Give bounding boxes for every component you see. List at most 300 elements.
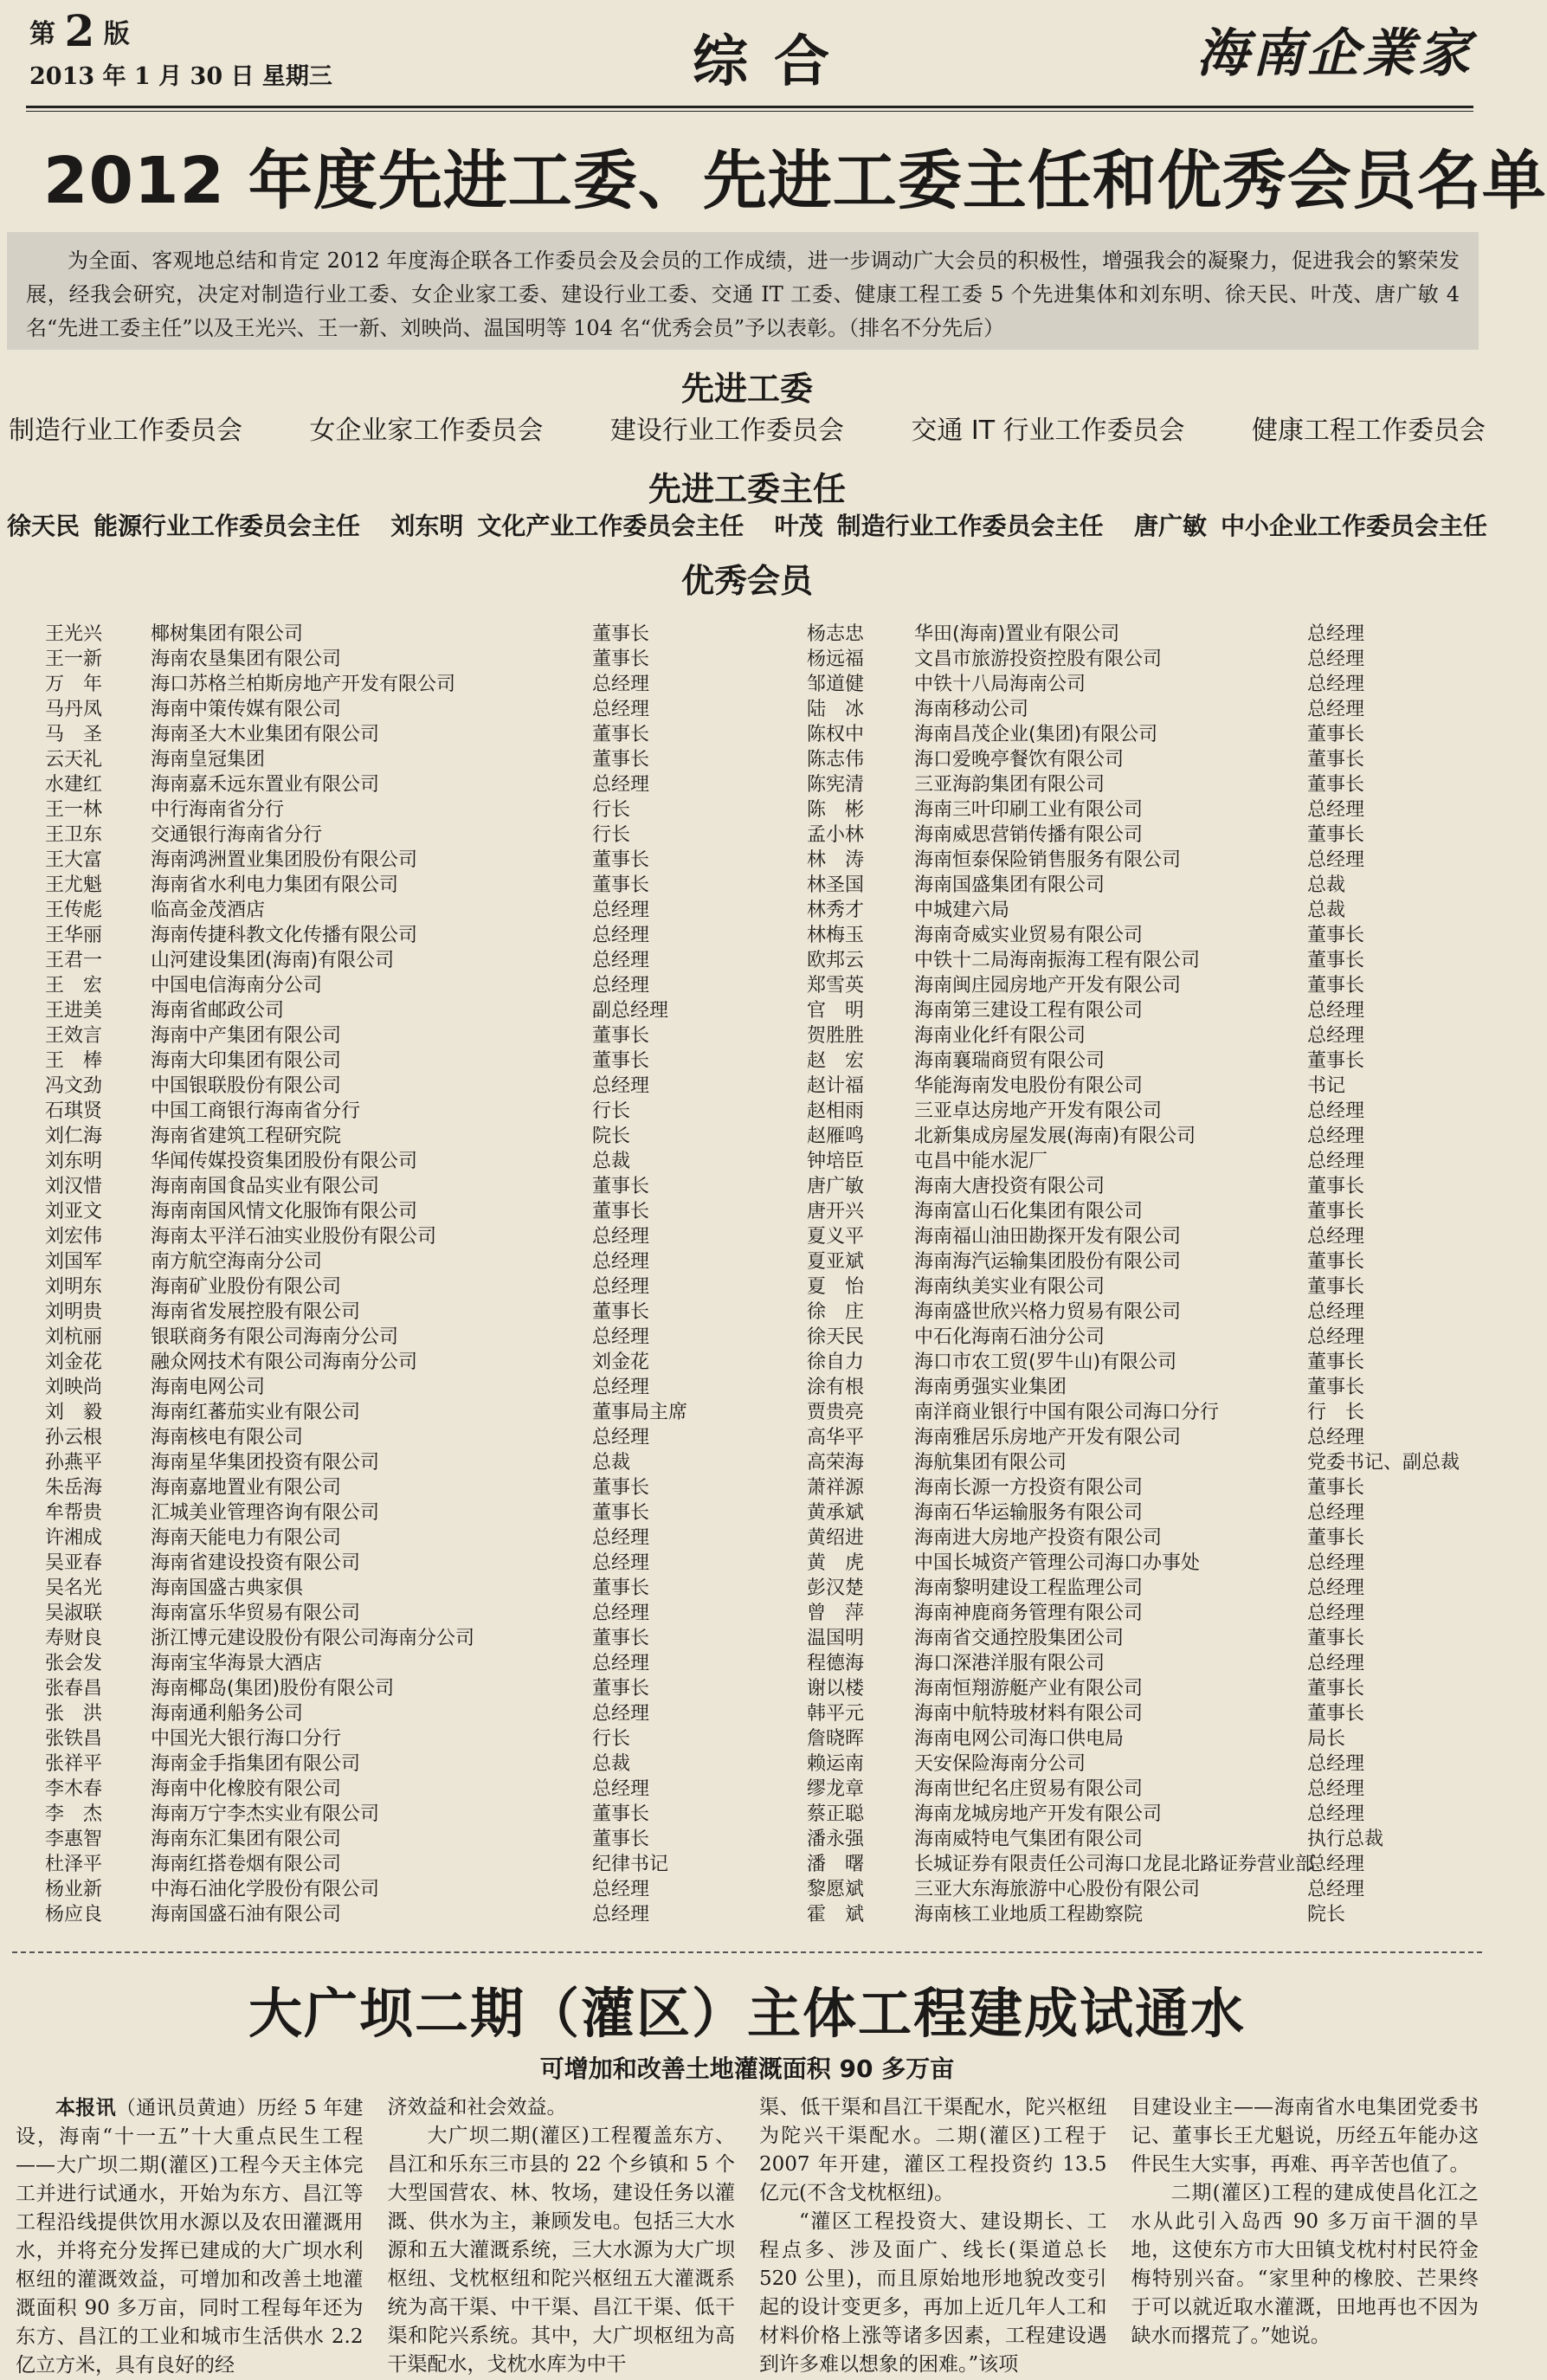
member-company: 海南电网公司 xyxy=(151,1377,266,1398)
member-name: 黄 虎 xyxy=(807,1552,865,1574)
member-company: 三亚海韵集团有限公司 xyxy=(914,774,1105,796)
member-company: 海南襄瑞商贸有限公司 xyxy=(914,1050,1105,1072)
member-title: 董事长 xyxy=(592,724,650,745)
member-title: 董事长 xyxy=(1307,1251,1365,1273)
member-title: 总经理 xyxy=(1307,1552,1365,1574)
adv-committees-title: 先进工委 xyxy=(680,370,813,408)
member-company: 海南国盛古典家俱 xyxy=(151,1577,304,1599)
member-company: 海南黎明建设工程监理公司 xyxy=(914,1577,1144,1599)
member-company: 海南移动公司 xyxy=(914,699,1029,720)
member-name: 赵相雨 xyxy=(807,1100,865,1122)
member-title: 董事长 xyxy=(1307,1678,1365,1700)
member-name: 缪龙章 xyxy=(807,1778,865,1800)
section-divider xyxy=(12,1951,1482,1953)
intro-paragraph: 为全面、客观地总结和肯定 2012 年度海企联各工作委员会及会员的工作成绩，进一步调动广大会员的积极性，增强我会的凝聚力，促进我会的繁荣发展，经我会研究，决定对制造行业工委、女企业家工委、建设行业工委、交通 IT 工委、健康工程工委 5 个先进集体和刘东明、徐天民、叶茂、唐广敏 4 名“先进工委主任”以及王光兴、王一新、刘映尚、温国明等 104 名“优秀会员”予以表彰。（排名不分先后） xyxy=(7,232,1479,350)
member-title: 董事长 xyxy=(1307,1276,1365,1298)
member-name: 霍 斌 xyxy=(807,1904,865,1925)
member-company: 海南南国食品实业有限公司 xyxy=(151,1176,380,1197)
member-company: 海南福山油田勘探开发有限公司 xyxy=(914,1226,1182,1248)
member-name: 张会发 xyxy=(45,1653,103,1674)
member-title: 董事长 xyxy=(1307,749,1365,771)
member-title: 总经理 xyxy=(592,1226,650,1248)
member-company: 海南大印集团有限公司 xyxy=(151,1050,342,1072)
member-title: 董事长 xyxy=(592,1803,650,1825)
member-company: 海南核工业地质工程勘察院 xyxy=(914,1904,1144,1925)
member-title: 董事长 xyxy=(592,1025,650,1047)
member-title: 董事长 xyxy=(1307,1176,1365,1197)
member-name: 王光兴 xyxy=(45,623,103,645)
member-name: 王效言 xyxy=(45,1025,103,1047)
member-company: 海南世纪名庄贸易有限公司 xyxy=(914,1778,1144,1800)
member-name: 官 明 xyxy=(807,1000,865,1022)
member-title: 总经理 xyxy=(592,1552,650,1574)
member-company: 文昌市旅游投资控股有限公司 xyxy=(914,648,1163,670)
member-company: 浙江博元建设股份有限公司海南分公司 xyxy=(151,1628,475,1649)
member-title: 董事长 xyxy=(592,648,650,670)
story-body xyxy=(16,2093,1479,2377)
member-name: 寿财良 xyxy=(45,1628,103,1649)
member-company: 海南雅居乐房地产开发有限公司 xyxy=(914,1427,1182,1448)
member-company: 海南南国风情文化服饰有限公司 xyxy=(151,1201,418,1222)
page-headline: 2012 年度先进工委、先进工委主任和优秀会员名单 xyxy=(43,144,1547,218)
member-title: 总经理 xyxy=(592,699,650,720)
member-title: 总经理 xyxy=(592,1653,650,1674)
member-name: 彭汉楚 xyxy=(807,1577,865,1599)
director-item: 唐广敏 中小企业工作委员会主任 xyxy=(1133,512,1487,540)
member-company: 海南核电有限公司 xyxy=(151,1427,304,1448)
member-title: 董事长 xyxy=(592,1050,650,1072)
member-title: 董事长 xyxy=(1307,1377,1365,1398)
member-name: 王进美 xyxy=(45,1000,103,1022)
member-title: 董事长 xyxy=(592,1678,650,1700)
member-name: 王传彪 xyxy=(45,900,103,921)
member-company: 银联商务有限公司海南分公司 xyxy=(151,1326,399,1348)
member-name: 蔡正聪 xyxy=(807,1803,865,1825)
member-title: 总经理 xyxy=(1307,1753,1365,1775)
member-name: 萧祥源 xyxy=(807,1477,865,1499)
member-company: 融众网技术有限公司海南分公司 xyxy=(151,1351,418,1373)
director-item: 叶茂 制造行业工作委员会主任 xyxy=(774,512,1104,540)
member-company: 海南进大房地产投资有限公司 xyxy=(914,1527,1163,1549)
member-title: 总经理 xyxy=(592,950,650,971)
member-company: 汇城美业管理咨询有限公司 xyxy=(151,1502,380,1524)
member-name: 涂有根 xyxy=(807,1377,865,1398)
member-title: 董事长 xyxy=(1307,975,1365,997)
member-title: 总裁 xyxy=(1307,874,1346,896)
member-name: 刘汉惜 xyxy=(45,1176,103,1197)
member-title: 总经理 xyxy=(592,1527,650,1549)
member-name: 徐 庄 xyxy=(807,1301,865,1323)
member-title: 总裁 xyxy=(592,1753,631,1775)
member-company: 海南威特电气集团有限公司 xyxy=(914,1829,1144,1850)
member-company: 海南电网公司海口供电局 xyxy=(914,1728,1125,1750)
member-name: 杨志忠 xyxy=(807,623,865,645)
member-name: 张祥平 xyxy=(45,1753,103,1775)
edition-label: 第 2 版 xyxy=(29,5,130,56)
member-name: 温国明 xyxy=(807,1628,865,1649)
member-title: 行长 xyxy=(592,1728,631,1750)
member-name: 林梅玉 xyxy=(807,925,865,946)
member-title: 董事长 xyxy=(592,1577,650,1599)
member-name: 唐广敏 xyxy=(807,1176,865,1197)
member-company: 三亚大东海旅游中心股份有限公司 xyxy=(914,1879,1201,1900)
member-title: 行长 xyxy=(592,1100,631,1122)
member-company: 海南传捷科教文化传播有限公司 xyxy=(151,925,418,946)
member-company: 海南农垦集团有限公司 xyxy=(151,648,342,670)
member-name: 水建红 xyxy=(45,774,103,796)
member-company: 海南天能电力有限公司 xyxy=(151,1527,342,1549)
member-company: 海南威思营销传播有限公司 xyxy=(914,824,1144,846)
member-company: 中城建六局 xyxy=(914,900,1010,921)
member-title: 总经理 xyxy=(592,1778,650,1800)
member-title: 董事长 xyxy=(1307,1527,1365,1549)
member-name: 曾 萍 xyxy=(807,1603,865,1624)
member-name: 王一林 xyxy=(45,799,103,821)
member-title: 总经理 xyxy=(1307,1879,1365,1900)
member-company: 山河建设集团(海南)有限公司 xyxy=(151,950,395,971)
member-title: 总经理 xyxy=(592,1703,650,1725)
member-title: 行长 xyxy=(592,799,631,821)
member-company: 中铁十二局海南振海工程有限公司 xyxy=(914,950,1201,971)
member-name: 夏义平 xyxy=(807,1226,865,1248)
member-title: 总经理 xyxy=(1307,1226,1365,1248)
member-company: 海南勇强实业集团 xyxy=(914,1377,1067,1398)
member-title: 董事长 xyxy=(592,849,650,871)
member-company: 海南矿业股份有限公司 xyxy=(151,1276,342,1298)
member-title: 总经理 xyxy=(1307,1427,1365,1448)
member-name: 刘仁海 xyxy=(45,1126,103,1147)
story-subhead: 可增加和改善土地灌溉面积 90 多万亩 xyxy=(539,2054,955,2083)
story-column xyxy=(16,2093,364,2377)
member-title: 总经理 xyxy=(1307,674,1365,695)
member-name: 孙云根 xyxy=(45,1427,103,1448)
member-company: 海南纨美实业有限公司 xyxy=(914,1276,1105,1298)
member-name: 刘金花 xyxy=(45,1351,103,1373)
member-company: 海南椰岛(集团)股份有限公司 xyxy=(151,1678,395,1700)
member-title: 董事长 xyxy=(1307,950,1365,971)
member-company: 中国工商银行海南省分行 xyxy=(151,1100,361,1122)
member-title: 总经理 xyxy=(1307,1151,1365,1172)
member-company: 海口深港洋服有限公司 xyxy=(914,1653,1105,1674)
masthead xyxy=(0,0,1494,126)
member-name: 王尤魁 xyxy=(45,874,103,896)
story-column xyxy=(1131,2093,1479,2364)
adv-directors-title: 先进工委主任 xyxy=(648,470,846,508)
member-company: 中国电信海南分公司 xyxy=(151,975,323,997)
member-title: 董事长 xyxy=(1307,1050,1365,1072)
member-company: 海南中化橡胶有限公司 xyxy=(151,1778,342,1800)
member-company: 海南红搭卷烟有限公司 xyxy=(151,1854,342,1875)
member-company: 华田(海南)置业有限公司 xyxy=(914,623,1120,645)
members-title: 优秀会员 xyxy=(680,562,813,600)
committee-item: 健康工程工作委员会 xyxy=(1252,416,1486,446)
member-name: 李惠智 xyxy=(45,1829,103,1850)
member-title: 董事长 xyxy=(1307,774,1365,796)
story-paragraph: 大广坝二期(灌区)工程覆盖东方、昌江和乐东三市县的 22 个乡镇和 5 个大型国营农、林、牧场，建设任务以灌溉、供水为主，兼顾发电。包括三大水源和五大灌溉系统，三大水源为大广坝枢纽、戈枕枢纽和陀兴枢纽五大灌溉系统为高干渠、中干渠、昌江干渠、低干渠和陀兴系统。其中，大广坝枢纽为高干渠配水，戈枕水库为中干 xyxy=(387,2125,735,2376)
member-title: 董事长 xyxy=(592,874,650,896)
member-title: 党委书记、副总裁 xyxy=(1307,1452,1460,1474)
committee-item: 制造行业工作委员会 xyxy=(9,416,242,446)
member-title: 董事长 xyxy=(592,749,650,771)
member-name: 徐天民 xyxy=(807,1326,865,1348)
member-title: 总经理 xyxy=(592,975,650,997)
member-title: 行长 xyxy=(592,824,631,846)
member-title: 董事长 xyxy=(592,1201,650,1222)
member-name: 吴淑联 xyxy=(45,1603,103,1624)
member-title: 副总经理 xyxy=(592,1000,669,1022)
member-name: 赖运南 xyxy=(807,1753,865,1775)
member-name: 陈 彬 xyxy=(807,799,865,821)
paper-logo: 海南企業家 xyxy=(1196,23,1473,84)
member-company: 海南宝华海景大酒店 xyxy=(151,1653,323,1674)
section-name: 综合 xyxy=(693,29,855,94)
member-name: 张 洪 xyxy=(45,1703,103,1725)
member-title: 总经理 xyxy=(1307,849,1365,871)
member-name: 刘杭丽 xyxy=(45,1326,103,1348)
member-company: 海南金手指集团有限公司 xyxy=(151,1753,361,1775)
member-title: 总经理 xyxy=(1307,1603,1365,1624)
member-title: 总经理 xyxy=(1307,1326,1365,1348)
member-title: 董事长 xyxy=(592,1301,650,1323)
member-company: 海南龙城房地产开发有限公司 xyxy=(914,1803,1163,1825)
member-company: 海南盛世欣兴格力贸易有限公司 xyxy=(914,1301,1182,1323)
member-name: 冯文劲 xyxy=(45,1075,103,1097)
member-title: 院长 xyxy=(1307,1904,1346,1925)
member-title: 总经理 xyxy=(592,1427,650,1448)
member-title: 董事长 xyxy=(592,623,650,645)
member-name: 陆 冰 xyxy=(807,699,865,720)
member-company: 中铁十八局海南公司 xyxy=(914,674,1086,695)
member-name: 刘宏伟 xyxy=(45,1226,103,1248)
member-title: 总经理 xyxy=(1307,1126,1365,1147)
member-title: 书记 xyxy=(1307,1075,1346,1097)
member-company: 海南第三建设工程有限公司 xyxy=(914,1000,1144,1022)
member-name: 夏亚斌 xyxy=(807,1251,865,1273)
member-name: 程德海 xyxy=(807,1653,865,1674)
member-name: 吴亚春 xyxy=(45,1552,103,1574)
member-company: 海南省建筑工程研究院 xyxy=(151,1126,342,1147)
member-company: 海南富乐华贸易有限公司 xyxy=(151,1603,361,1624)
director-item: 徐天民 能源行业工作委员会主任 xyxy=(7,512,361,540)
member-company: 海南鸿洲置业集团股份有限公司 xyxy=(151,849,418,871)
member-title: 总经理 xyxy=(1307,1854,1365,1875)
member-name: 陈志伟 xyxy=(807,749,865,771)
member-name: 邹道健 xyxy=(807,674,865,695)
member-name: 杨应良 xyxy=(45,1904,103,1925)
member-title: 总经理 xyxy=(1307,648,1365,670)
member-company: 华能海南发电股份有限公司 xyxy=(914,1075,1144,1097)
member-title: 董事长 xyxy=(1307,1201,1365,1222)
member-company: 华闻传媒投资集团股份有限公司 xyxy=(151,1151,418,1172)
member-company: 海南神鹿商务管理有限公司 xyxy=(914,1603,1144,1624)
member-name: 马 圣 xyxy=(45,724,103,745)
member-title: 总经理 xyxy=(1307,1577,1365,1599)
member-title: 总裁 xyxy=(592,1452,631,1474)
member-title: 总经理 xyxy=(592,774,650,796)
member-name: 赵雁鸣 xyxy=(807,1126,865,1147)
member-company: 海南中策传媒有限公司 xyxy=(151,699,342,720)
member-company: 交通银行海南省分行 xyxy=(151,824,323,846)
story-paragraph: 目建设业主——海南省水电集团党委书记、董事长王尤魁说，历经五年能办这件民生大实事，再难、再辛苦也值了。 xyxy=(1131,2096,1479,2176)
member-title: 总经理 xyxy=(1307,1778,1365,1800)
member-company: 海南星华集团投资有限公司 xyxy=(151,1452,380,1474)
member-name: 黄承斌 xyxy=(807,1502,865,1524)
member-name: 石琪贤 xyxy=(45,1100,103,1122)
member-company: 海南国盛石油有限公司 xyxy=(151,1904,342,1925)
member-company: 海南恒泰保险销售服务有限公司 xyxy=(914,849,1182,871)
member-name: 刘东明 xyxy=(45,1151,103,1172)
member-name: 杨远福 xyxy=(807,648,865,670)
member-title: 总经理 xyxy=(592,1603,650,1624)
member-company: 海南海汽运输集团股份有限公司 xyxy=(914,1251,1182,1273)
member-title: 纪律书记 xyxy=(592,1854,669,1875)
member-title: 总经理 xyxy=(1307,1000,1365,1022)
member-company: 海南大唐投资有限公司 xyxy=(914,1176,1105,1197)
member-title: 董事长 xyxy=(592,1502,650,1524)
story-column xyxy=(759,2093,1107,2376)
member-company: 海南闽庄园房地产开发有限公司 xyxy=(914,975,1182,997)
member-title: 总经理 xyxy=(1307,1653,1365,1674)
story-paragraph: “灌区工程投资大、建设期长、工程点多、涉及面广、线长(渠道总长 520 公里)，而且原始地形地貌改变引起的设计变更多，再加上近几年人工和材料价格上涨等诸多因素，工程建设遇到许多难以想象的困难。”该项 xyxy=(759,2210,1107,2376)
member-name: 郑雪英 xyxy=(807,975,865,997)
member-company: 北新集成房屋发展(海南)有限公司 xyxy=(914,1126,1196,1147)
member-title: 总经理 xyxy=(592,1326,650,1348)
member-name: 赵 宏 xyxy=(807,1050,865,1072)
member-name: 刘明贵 xyxy=(45,1301,103,1323)
member-company: 海南石华运输服务有限公司 xyxy=(914,1502,1144,1524)
member-title: 总经理 xyxy=(592,1879,650,1900)
member-company: 海南恒翔游艇产业有限公司 xyxy=(914,1678,1144,1700)
member-company: 海南圣大木业集团有限公司 xyxy=(151,724,380,745)
member-title: 总经理 xyxy=(1307,623,1365,645)
member-title: 总经理 xyxy=(1307,1803,1365,1825)
member-title: 执行总裁 xyxy=(1307,1829,1384,1850)
member-name: 孟小林 xyxy=(807,824,865,846)
member-title: 董事长 xyxy=(1307,1477,1365,1499)
member-company: 海南省水利电力集团有限公司 xyxy=(151,874,399,896)
member-title: 总经理 xyxy=(592,925,650,946)
member-company: 海南太平洋石油实业股份有限公司 xyxy=(151,1226,437,1248)
member-company: 海南长源一方投资有限公司 xyxy=(914,1477,1144,1499)
member-name: 陈权中 xyxy=(807,724,865,745)
member-name: 赵计福 xyxy=(807,1075,865,1097)
story-paragraph: 济效益和社会效益。 xyxy=(387,2096,567,2119)
member-title: 总裁 xyxy=(1307,900,1346,921)
member-company: 中国银联股份有限公司 xyxy=(151,1075,342,1097)
member-company: 长城证券有限责任公司海口龙昆北路证券营业部 xyxy=(914,1854,1315,1875)
member-company: 海口市农工贸(罗牛山)有限公司 xyxy=(914,1351,1177,1373)
member-name: 高华平 xyxy=(807,1427,865,1448)
member-company: 海南省建设投资有限公司 xyxy=(151,1552,361,1574)
member-company: 中国长城资产管理公司海口办事处 xyxy=(914,1552,1201,1574)
member-name: 贺胜胜 xyxy=(807,1025,865,1047)
member-company: 临高金茂酒店 xyxy=(151,900,266,921)
member-company: 海南中航特玻材料有限公司 xyxy=(914,1703,1144,1725)
member-name: 王一新 xyxy=(45,648,103,670)
member-name: 李木春 xyxy=(45,1778,103,1800)
member-name: 朱岳海 xyxy=(45,1477,103,1499)
masthead-rule xyxy=(26,106,1473,108)
member-title: 董事局主席 xyxy=(592,1402,688,1423)
member-company: 海南三叶印刷工业有限公司 xyxy=(914,799,1144,821)
member-title: 院长 xyxy=(592,1126,631,1147)
member-name: 黎愿斌 xyxy=(807,1879,865,1900)
member-name: 万 年 xyxy=(45,674,103,695)
member-name: 刘映尚 xyxy=(45,1377,103,1398)
member-name: 刘明东 xyxy=(45,1276,103,1298)
member-name: 唐开兴 xyxy=(807,1201,865,1222)
member-name: 王 棒 xyxy=(45,1050,103,1072)
member-title: 总经理 xyxy=(1307,1502,1365,1524)
member-name: 张铁昌 xyxy=(45,1728,103,1750)
member-title: 董事长 xyxy=(592,1628,650,1649)
committee-item: 交通 IT 行业工作委员会 xyxy=(911,416,1185,446)
member-title: 总经理 xyxy=(1307,699,1365,720)
member-name: 潘 曙 xyxy=(807,1854,865,1875)
member-name: 王卫东 xyxy=(45,824,103,846)
member-company: 海南省交通控股集团公司 xyxy=(914,1628,1125,1649)
member-title: 总经理 xyxy=(592,1251,650,1273)
member-name: 李 杰 xyxy=(45,1803,103,1825)
member-name: 刘亚文 xyxy=(45,1201,103,1222)
masthead-rule-thin xyxy=(26,111,1473,112)
member-name: 吴名光 xyxy=(45,1577,103,1599)
member-company: 三亚卓达房地产开发有限公司 xyxy=(914,1100,1163,1122)
member-title: 总裁 xyxy=(592,1151,631,1172)
committee-item: 建设行业工作委员会 xyxy=(609,416,844,446)
edition-number: 2 xyxy=(64,5,95,56)
member-company: 天安保险海南分公司 xyxy=(914,1753,1086,1775)
member-title: 总经理 xyxy=(592,1075,650,1097)
lead-tag: 本报讯 xyxy=(55,2096,116,2119)
story-headline: 大广坝二期（灌区）主体工程建成试通水 xyxy=(248,1982,1246,2045)
member-name: 杜泽平 xyxy=(45,1854,103,1875)
member-company: 南方航空海南分公司 xyxy=(151,1251,323,1273)
story-paragraph: 渠、低干渠和昌江干渠配水，陀兴枢纽为陀兴干渠配水。二期(灌区)工程于 2007 年开建，灌区工程投资约 13.5 亿元(不含戈枕枢纽)。 xyxy=(759,2096,1107,2204)
member-title: 总经理 xyxy=(592,1377,650,1398)
member-company: 海口爱晚亭餐饮有限公司 xyxy=(914,749,1125,771)
story-paragraph: 二期(灌区)工程的建成使昌化江之水从此引入岛西 90 多万亩干涸的旱地，这使东方市大田镇戈枕村村民符金梅特别兴奋。“家里种的橡胶、芒果终于可以就近取水灌溉，田地再也不因为缺水而撂荒了。”她说。 xyxy=(1131,2182,1479,2347)
member-title: 总经理 xyxy=(1307,1301,1365,1323)
member-title: 刘金花 xyxy=(592,1351,650,1373)
member-company: 海南嘉地置业有限公司 xyxy=(151,1477,342,1499)
member-name: 王君一 xyxy=(45,950,103,971)
member-name: 孙燕平 xyxy=(45,1452,103,1474)
member-name: 谢以楼 xyxy=(807,1678,865,1700)
member-company: 中海石油化学股份有限公司 xyxy=(151,1879,380,1900)
member-name: 韩平元 xyxy=(807,1703,865,1725)
member-name: 陈宪清 xyxy=(807,774,865,796)
member-name: 张春昌 xyxy=(45,1678,103,1700)
member-name: 林秀才 xyxy=(807,900,865,921)
member-name: 牟帮贵 xyxy=(45,1502,103,1524)
member-company: 海南业化纤有限公司 xyxy=(914,1025,1086,1047)
lead-reporter: （通讯员黄迪） xyxy=(115,2097,257,2119)
member-name: 刘 毅 xyxy=(45,1402,103,1423)
member-name: 杨业新 xyxy=(45,1879,103,1900)
member-name: 欧邦云 xyxy=(807,950,865,971)
member-company: 海南奇威实业贸易有限公司 xyxy=(914,925,1144,946)
member-name: 潘永强 xyxy=(807,1829,865,1850)
member-company: 中国光大银行海口分行 xyxy=(151,1728,342,1750)
story-column xyxy=(387,2093,736,2376)
member-name: 马丹凤 xyxy=(45,699,103,720)
member-name: 高荣海 xyxy=(807,1452,865,1474)
member-title: 董事长 xyxy=(1307,1628,1365,1649)
member-company: 海南国盛集团有限公司 xyxy=(914,874,1105,896)
member-name: 云天礼 xyxy=(45,749,103,771)
member-title: 董事长 xyxy=(592,1829,650,1850)
